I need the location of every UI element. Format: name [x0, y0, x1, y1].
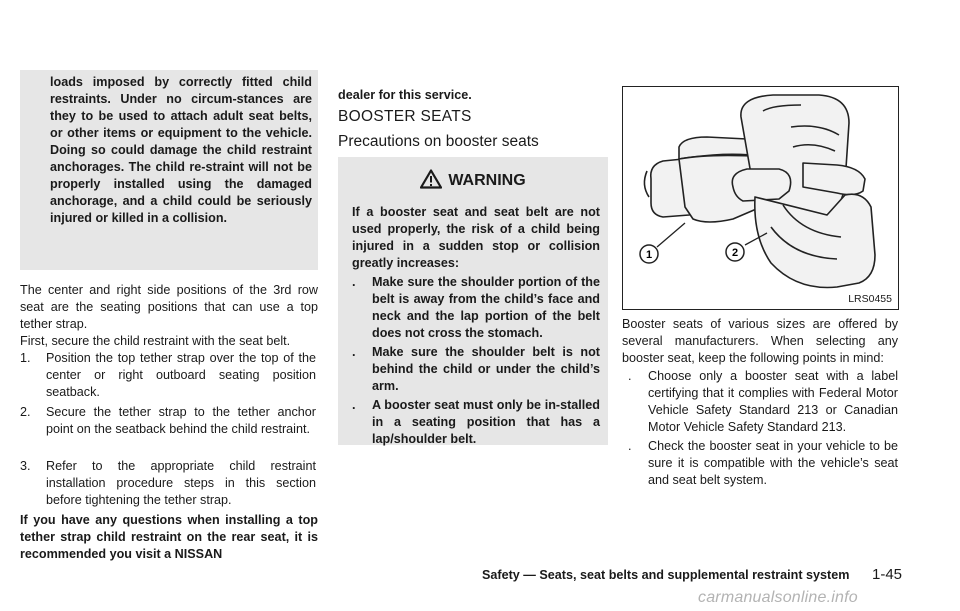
page-number: 1-45	[872, 566, 903, 583]
step-item	[20, 404, 318, 455]
bullet-item	[622, 368, 898, 436]
bullet-text: Check the booster seat in your vehicle to be sure it is compatible with the vehicle’s seat and seat belt system.	[648, 439, 898, 487]
warning-title-text: WARNING	[448, 172, 526, 189]
bullet-item	[622, 438, 898, 489]
step-item	[20, 458, 318, 509]
step-text: Secure the tether strap to the tether anchor point on the seatback behind the child restraint.	[46, 405, 316, 436]
callout-number-2: 2	[731, 247, 739, 259]
step-number: 2.	[20, 405, 31, 419]
warning-item-text: Make sure the shoulder portion of the belt is away from the child’s face and neck and the lap portion of the belt does not cross the stomach.	[372, 275, 600, 340]
bullet-dot: .	[628, 439, 632, 453]
bullet-dot: .	[352, 398, 356, 412]
warning-intro: If a booster seat and seat belt are not used properly, the risk of a child being injured in a sudden stop or collision greatly increases:	[352, 205, 600, 270]
step-item	[20, 350, 318, 401]
warning-item-text: Make sure the shoulder belt is not behind the child or under the child’s arm.	[372, 345, 600, 393]
watermark: carmanualsonline.info	[698, 589, 858, 606]
warning-item	[352, 344, 600, 395]
dealer-continuation: dealer for this service.	[338, 88, 472, 102]
bullet-dot: .	[628, 369, 632, 383]
bullet-dot: .	[352, 275, 356, 289]
step-text: Refer to the appropriate child restraint installation procedure steps in this section before tightening the tether strap.	[46, 459, 316, 507]
booster-seats-illustration	[623, 87, 898, 309]
warning-item	[352, 274, 600, 342]
warning-item-text: A booster seat must only be in-stalled in a seating position that has a lap/shoulder belt.	[372, 398, 600, 446]
booster-intro-paragraph: Booster seats of various sizes are offered by several manufacturers. When selecting any booster seat, keep the following points in mind:	[622, 317, 898, 365]
subsection-heading: Precautions on booster seats	[338, 133, 539, 150]
section-heading: BOOSTER SEATS	[338, 108, 472, 125]
figure-label: LRS0455	[848, 293, 892, 305]
callout-line-1	[657, 223, 685, 247]
secure-restraint-paragraph: First, secure the child restraint with the seat belt.	[20, 334, 291, 348]
footer-section-title: Safety — Seats, seat belts and supplemental restraint system	[482, 568, 850, 582]
callout-number-1: 1	[645, 249, 653, 261]
tether-positions-paragraph: The center and right side positions of the 3rd row seat are the seating positions that can use a top tether strap.	[20, 283, 318, 331]
bullet-dot: .	[352, 345, 356, 359]
warning-title	[338, 169, 608, 190]
step-text: Position the top tether strap over the top of the center or right outboard seating position seatback.	[46, 351, 316, 399]
warning-item	[352, 397, 600, 448]
bullet-text: Choose only a booster seat with a label certifying that it complies with Federal Motor Vehicle Safety Standard 213 or Canadian Motor Vehicle Safety Standard 213.	[648, 369, 898, 434]
step-number: 3.	[20, 459, 31, 473]
step-number: 1.	[20, 351, 31, 365]
caution-text-continued: loads imposed by correctly fitted child restraints. Under no circum-stances are they to be used to attach adult seat belts, or other items or equipment to the vehicle. Doing so could damage the child restraint anchorages. The child re-straint will not be properly installed using the damaged anchorage, and a child could be seriously injured or killed in a collision.	[50, 75, 312, 225]
booster-seats-figure	[622, 86, 899, 310]
nissan-dealer-paragraph: If you have any questions when installing a top tether strap child restraint on the rear seat, it is recommended you visit a NISSAN	[20, 513, 318, 561]
warning-triangle-icon	[420, 169, 442, 189]
